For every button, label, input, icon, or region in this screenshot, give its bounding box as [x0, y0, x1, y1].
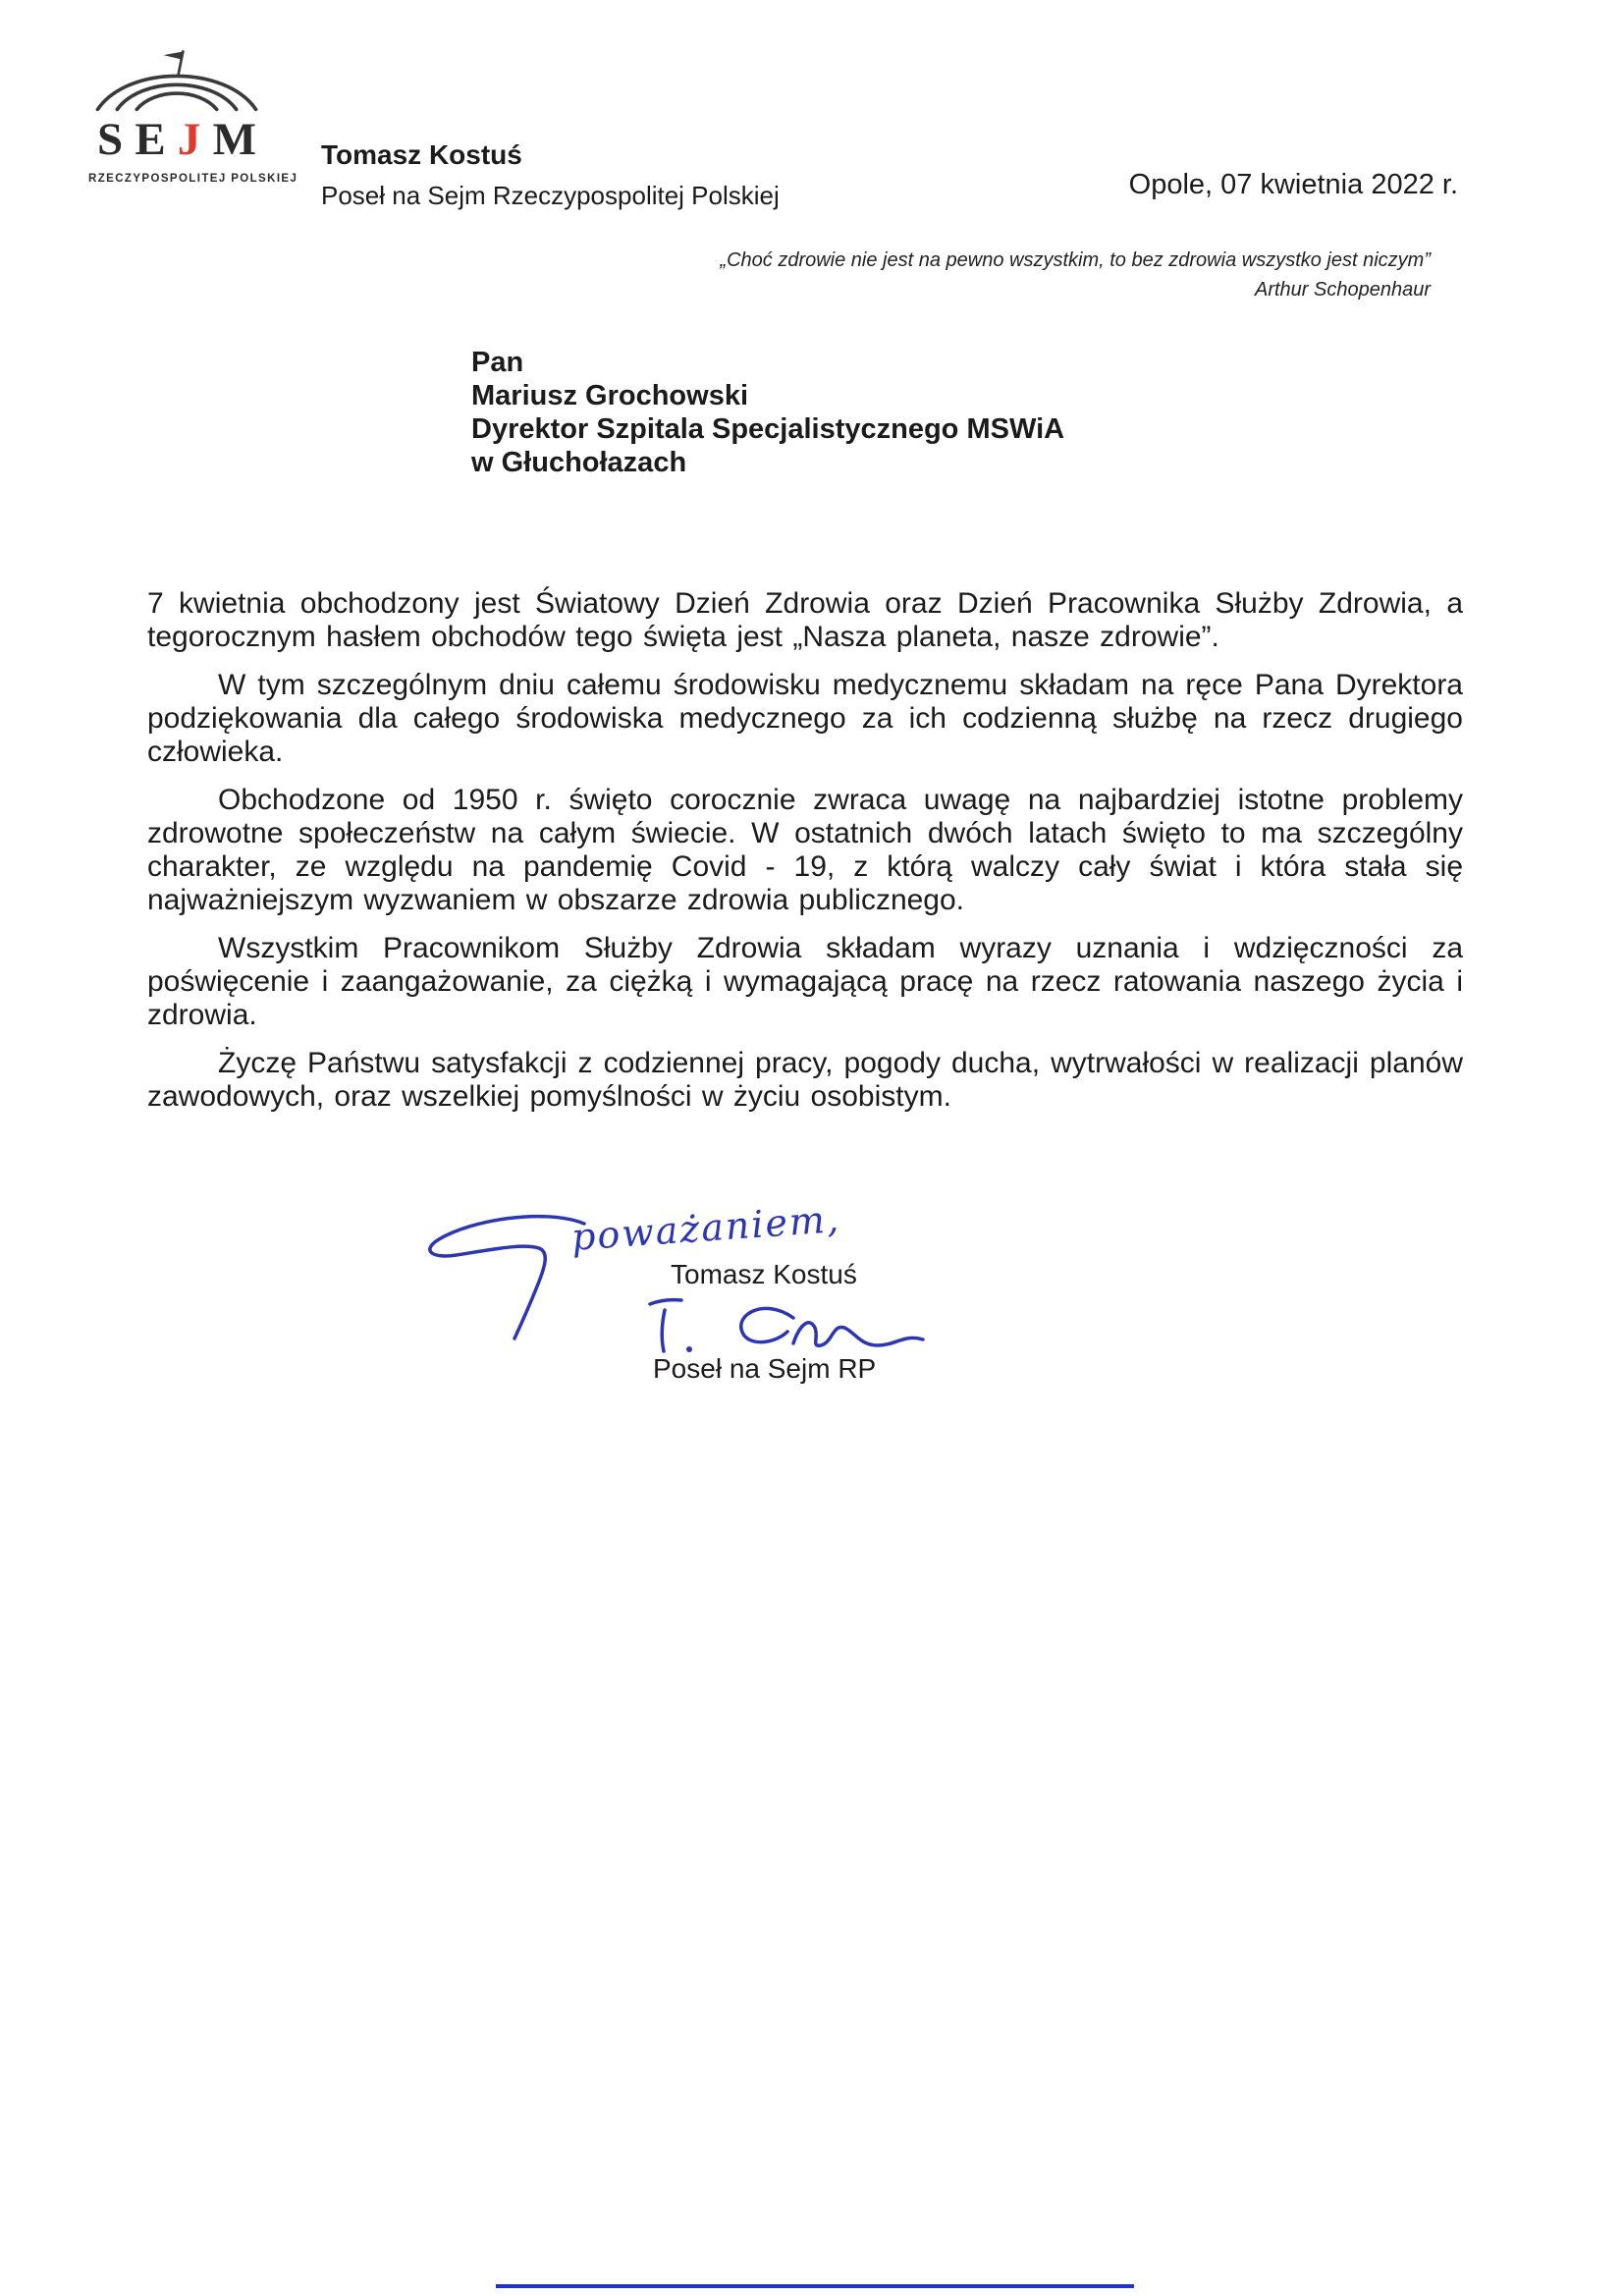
signer-title: Poseł na Sejm RP: [653, 1353, 877, 1384]
dateline: Opole, 07 kwietnia 2022 r.: [1128, 169, 1458, 200]
recipient-line-name: Mariusz Grochowski: [471, 380, 749, 411]
logo-letter-e: E: [135, 114, 166, 165]
quote-attribution: Arthur Schopenhaur: [1254, 279, 1431, 301]
handwritten-z: [430, 1217, 584, 1339]
body-paragraph-3: Obchodzone od 1950 r. święto corocznie zwraca uwagę na najbardziej istotne problemy zdrowotne społeczeństw na całym świecie. W ostatnich dwóch latach święto to ma szczególny charakter, ze względu na pandemię Covid - 19, z którą walczy cały świat i która stała się najważniejszym wyzwaniem w obszarze zdrowia publicznego.: [147, 784, 1463, 916]
body-paragraph-5: Życzę Państwu satysfakcji z codziennej pracy, pogody ducha, wytrwałości w realizacji planów zawodowych, oraz wszelkiej pomyślności w życiu osobistym.: [147, 1047, 1463, 1113]
signature-macron-stroke: [650, 1300, 681, 1304]
body-paragraph-1: 7 kwietnia obchodzony jest Światowy Dzień Zdrowia oraz Dzień Pracownika Służby Zdrowia, a tegorocznym hasłem obchodów tego święta jest „Nasza planeta, nasze zdrowie”.: [147, 587, 1463, 653]
recipient-block: [471, 346, 1064, 479]
recipient-line-place: w Głuchołazach: [471, 447, 687, 478]
logo-letter-m: M: [212, 114, 256, 165]
handwritten-word: poważaniem,: [569, 1196, 842, 1259]
signature-tail-stroke: [793, 1323, 923, 1345]
logo-subtitle: RZECZYPOSPOLITEJ POLSKIEJ: [88, 173, 298, 185]
body-paragraph-4: Wszystkim Pracownikom Służby Zdrowia składam wyrazy uznania i wdzięczności za poświęcenie i zaangażowanie, za ciężką i wymagającą pracę na rzecz ratowania naszego życia i zdrowia.: [147, 932, 1463, 1031]
signature-stem-stroke: [662, 1310, 665, 1351]
signature-c-stroke: [741, 1308, 793, 1341]
flag-icon: [163, 52, 183, 60]
sender-title: Poseł na Sejm Rzeczypospolitej Polskiej: [321, 181, 780, 210]
quote-block: [720, 247, 1431, 303]
logo-letter-s: S: [97, 114, 124, 165]
quote-text: „Choć zdrowie nie jest na pewno wszystkim, to bez zdrowia wszystko jest niczym”: [720, 249, 1431, 271]
dome-arc-middle: [117, 84, 236, 109]
sender-name: Tomasz Kostuś: [321, 139, 522, 170]
letter-body: [147, 587, 1463, 1128]
sejm-logo: [88, 47, 298, 185]
signer-name: Tomasz Kostuś: [671, 1259, 857, 1289]
sender-block: [321, 139, 780, 211]
recipient-line-salutation: Pan: [471, 347, 524, 378]
logo-letters: [97, 115, 256, 164]
logo-letter-j: J: [177, 114, 201, 165]
recipient-line-position: Dyrektor Szpitala Specjalistycznego MSWiA: [471, 413, 1065, 445]
scan-artifact-line: [496, 2284, 1134, 2288]
dome-arc-inner: [136, 93, 216, 109]
signature-dot: [686, 1346, 692, 1352]
sejm-dome-icon: [92, 47, 261, 113]
body-paragraph-2: W tym szczególnym dniu całemu środowisku medycznemu składam na ręce Pana Dyrektora podziękowania dla całego środowiska medycznego za ich codzienną służbę na rzecz drugiego człowieka.: [147, 669, 1463, 768]
